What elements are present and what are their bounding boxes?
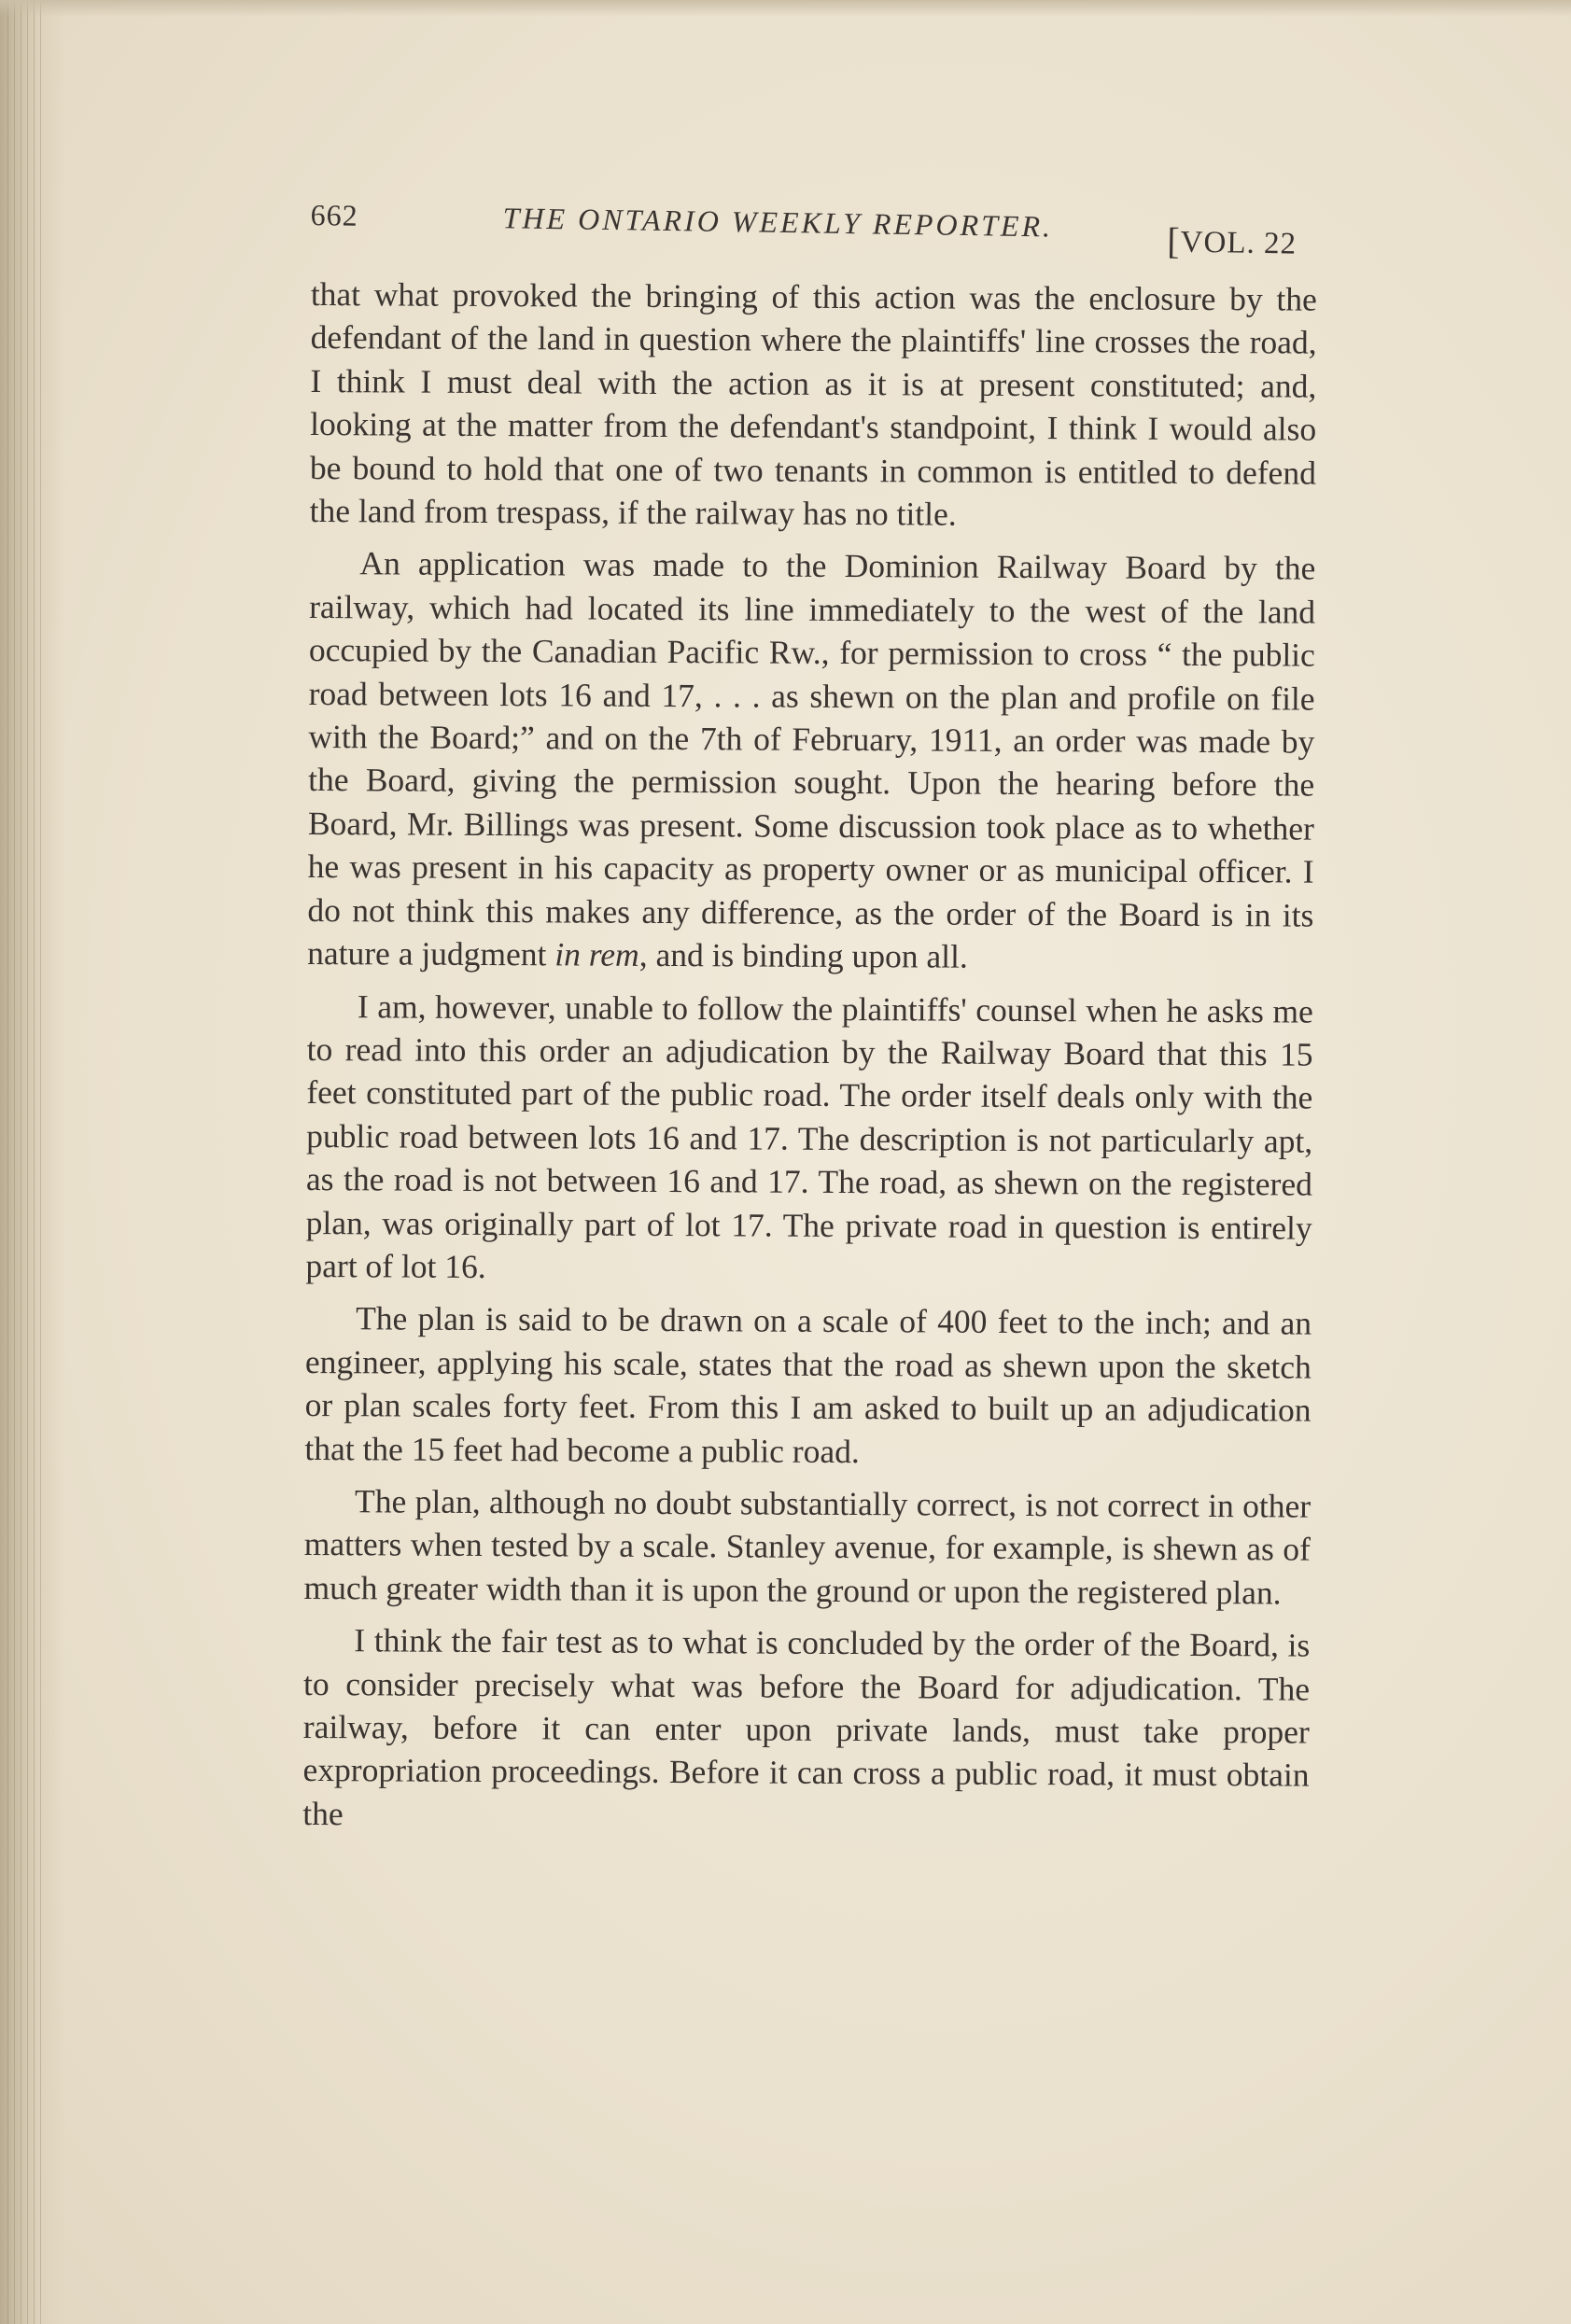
page-stack-edges	[7, 0, 45, 2324]
page-header	[310, 198, 1328, 270]
paragraph-3: I am, however, unable to follow the plaintiffs' counsel when he asks me to read into this order an adjudication by the Railway Board that this 15 feet constituted part of the public road. The order itself deals only with the public road between lots 16 and 17. The description is not particularly apt, as the road is not between 16 and 17. The road, as shewn on the registered plan, was originally part of lot 17. The private road in question is entirely part of lot 16.	[305, 987, 1313, 1285]
page-number: 662	[310, 198, 358, 232]
italic-phrase: in rem	[554, 935, 639, 973]
paragraph-6: I think the fair test as to what is concluded by the order of the Board, is to consider precisely what was before the Board for adjudication. The railway, before it can enter upon private lands, must take proper expropriation proceedings. Before it can cross a public road, it must obtain the	[302, 1621, 1311, 1833]
volume-text: VOL. 22	[1180, 225, 1297, 261]
page-top-edge-shadow	[0, 0, 1571, 17]
paragraph-2	[307, 541, 1315, 980]
body-text	[302, 273, 1317, 1850]
paragraph-4: The plan is said to be drawn on a scale of 400 feet to the inch; and an engineer, applying his scale, states that the road as shewn upon the sketch or plan scales forty feet. From this I am asked to built up an adjudication that the 15 feet had become a public road.	[304, 1299, 1312, 1470]
paragraph-5: The plan, although no doubt substantially correct, is not correct in other matters when tested by a scale. Stanley avenue, for example, is shewn as of much greater width than it is upon the ground or upon the registered plan.	[303, 1482, 1312, 1612]
running-head: THE ONTARIO WEEKLY REPORTER.	[502, 201, 1054, 244]
paragraph-2-text: An application was made to the Dominion Railway Board by the railway, which had located its line immediately to the west of the land occupied by the Canadian Pacific Rw., for permission to cross “ the public road between lots 16 and 17, . . . as shewn on the plan and profile on file with the Board;” and on the 7th of February, 1911, an order was made by the Board, giving the permission sought. Upon the hearing before the Board, Mr. Billings was present. Some discussion took place as to whether he was present in his capacity as property owner or as municipal officer. I do not think this makes any difference, as the order of the Board is in its nature a judgment in rem, and is binding upon all.	[307, 544, 1316, 975]
volume-bracket: [	[1167, 219, 1182, 262]
volume-label	[1167, 217, 1297, 262]
paragraph-1: that what provoked the bringing of this action was the enclosure by the defendant of the land in question where the plaintiffs' line crosses the road, I think I must deal with the action as it is at present constituted; and, looking at the matter from the defendant's standpoint, I think I would also be bound to hold that one of two tenants in common is entitled to defend the land from trespass, if the railway has no title.	[309, 274, 1317, 533]
